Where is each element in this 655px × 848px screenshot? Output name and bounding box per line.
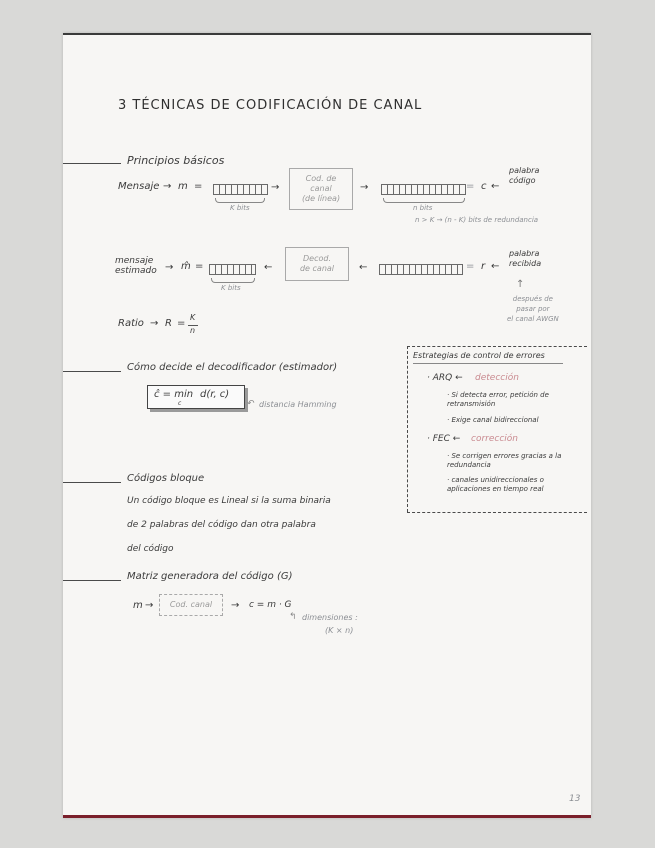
cod-canal-box xyxy=(159,594,223,616)
matriz-result: c = m · G xyxy=(249,600,292,610)
arq-item-2-text: Exige canal bidireccional xyxy=(451,416,539,424)
n-bit-block xyxy=(381,184,466,195)
arrow-glyph: → xyxy=(163,181,172,192)
c-symbol: c xyxy=(481,181,487,192)
r-symbol: r xyxy=(481,261,486,272)
k-bits-label: K bits xyxy=(221,284,241,292)
arrow-icon: → xyxy=(360,182,369,193)
decodificador-heading: Cómo decide el decodificador (estimador) xyxy=(127,362,338,373)
encoder-line-2: canal xyxy=(310,184,332,193)
arrow-left-icon: ← xyxy=(491,181,500,192)
despues-line-1: después de xyxy=(512,295,553,303)
arrow-glyph: ← xyxy=(452,434,461,444)
equals-sign: = xyxy=(177,318,186,329)
codigos-bloque-heading: Códigos bloque xyxy=(127,473,205,484)
heading-underline xyxy=(413,363,563,364)
equals-sign: = xyxy=(195,261,204,272)
decoder-line-2: de canal xyxy=(299,264,335,273)
n-bits-label: n bits xyxy=(413,204,433,212)
arq-item-1-text: Si detecta error, petición de retransmisión xyxy=(447,391,549,408)
arrow-left-icon: ← xyxy=(264,262,273,273)
palabra-recibida-line-2: recibida xyxy=(509,259,542,268)
arrow-left-icon: ← xyxy=(491,261,500,272)
section-rule xyxy=(63,482,121,483)
equals-sign: = xyxy=(466,181,475,192)
cod-canal-label: Cod. canal xyxy=(169,600,213,609)
section-rule xyxy=(63,580,121,581)
despues-line-2: pasar por xyxy=(516,305,550,313)
codigos-bloque-line-2: de 2 palabras del código dan otra palabra xyxy=(127,520,316,530)
arrow-icon: → xyxy=(145,600,154,611)
codigos-bloque-line-3: del código xyxy=(127,544,174,554)
arrow-left-icon: ← xyxy=(359,262,368,273)
arrow-up-icon: ↑ xyxy=(516,279,525,290)
mensaje-estimado-line-1: mensaje xyxy=(115,256,154,266)
arrow-icon: → xyxy=(271,182,280,193)
dashed-border-bottom xyxy=(407,512,587,513)
palabra-recibida-label xyxy=(509,249,541,269)
dimensiones-label: dimensiones : xyxy=(302,613,358,622)
n-bits-brace xyxy=(383,198,465,203)
m-symbol: m xyxy=(178,181,188,192)
codigos-bloque-line-1: Un código bloque es Lineal si la suma binaria xyxy=(127,496,331,506)
arq-text: ARQ xyxy=(432,373,453,383)
mensaje-estimado-label xyxy=(115,256,157,276)
section-rule xyxy=(63,163,121,164)
k-bits-label: K bits xyxy=(230,204,250,212)
k-bit-block xyxy=(213,184,268,195)
mensaje-estimado-line-2: estimado xyxy=(115,266,157,276)
fec-item-1-text: Se corrigen errores gracias a la redundancia xyxy=(447,452,562,469)
hamming-label: distancia Hamming xyxy=(259,400,337,409)
palabra-codigo-label xyxy=(509,166,539,186)
arrow-icon: → xyxy=(150,318,159,329)
fec-item-2-text: canales unidireccionales o aplicaciones en tiempo real xyxy=(447,476,544,493)
k-bit-block-estimated xyxy=(209,264,256,275)
channel-encoder-box xyxy=(289,168,353,210)
ratio-label: Ratio xyxy=(118,318,144,329)
arrow-icon: → xyxy=(231,600,240,611)
arq-label: · ARQ ← xyxy=(427,373,463,383)
fec-label: · FEC ← xyxy=(427,434,461,444)
estrategias-heading: Estrategias de control de errores xyxy=(413,351,545,360)
dashed-border-top xyxy=(407,346,587,347)
section-title: 3 TÉCNICAS DE CODIFICACIÓN DE CANAL xyxy=(118,98,423,113)
palabra-codigo-line-1: palabra xyxy=(509,166,540,175)
ratio-denominator: n xyxy=(190,326,196,335)
formula-rhs: d(r, c) xyxy=(200,389,230,400)
redundancy-note: n > K → (n - K) bits de redundancia xyxy=(415,216,539,224)
mensaje-label: Mensaje xyxy=(118,181,160,192)
fec-text: FEC xyxy=(432,434,450,444)
palabra-recibida-line-1: palabra xyxy=(509,249,540,258)
ratio-r: R xyxy=(165,318,172,329)
m-hat-symbol: m̂ xyxy=(181,261,191,272)
notebook-page xyxy=(63,33,591,818)
arrow-icon: → xyxy=(165,262,174,273)
dashed-border-left xyxy=(407,346,408,512)
palabra-codigo-line-2: código xyxy=(509,176,536,185)
despues-line-3: el canal AWGN xyxy=(507,315,559,323)
fec-item-2: · canales unidireccionales o aplicaciones en tiempo real xyxy=(447,476,544,493)
formula-box xyxy=(147,385,245,409)
matriz-heading: Matriz generadora del código (G) xyxy=(127,571,293,582)
decoder-line-1: Decod. xyxy=(302,254,331,263)
section-rule xyxy=(63,371,121,372)
received-bit-block xyxy=(379,264,463,275)
k-bits-brace xyxy=(211,278,255,283)
ratio-numerator: K xyxy=(190,313,196,322)
arq-item-1: · Si detecta error, petición de retransmisión xyxy=(447,391,549,408)
channel-decoder-box xyxy=(285,247,349,281)
page-number: 13 xyxy=(569,794,581,804)
equals-sign: = xyxy=(466,261,475,272)
despues-note xyxy=(507,294,559,324)
formula-lhs: ĉ = min xyxy=(154,389,194,400)
k-bits-brace xyxy=(215,198,265,203)
arrow-up-icon: ↰ xyxy=(289,612,297,622)
principios-heading: Principios básicos xyxy=(127,154,225,167)
encoder-line-1: Cod. de xyxy=(305,174,337,183)
fec-item-1: · Se corrigen errores gracias a la redundancia xyxy=(447,452,562,469)
matriz-m: m xyxy=(133,600,143,611)
formula-subscript: c xyxy=(178,400,182,407)
arrow-left-icon: ↶ xyxy=(247,399,255,409)
arq-item-2: · Exige canal bidireccional xyxy=(447,416,539,424)
arrow-glyph: ← xyxy=(455,373,463,383)
dimensiones-value: (K × n) xyxy=(325,626,354,635)
encoder-line-3: (de línea) xyxy=(301,194,341,203)
fec-correccion: corrección xyxy=(471,434,518,444)
equals-sign: = xyxy=(194,181,203,192)
arq-deteccion: detección xyxy=(475,373,519,383)
